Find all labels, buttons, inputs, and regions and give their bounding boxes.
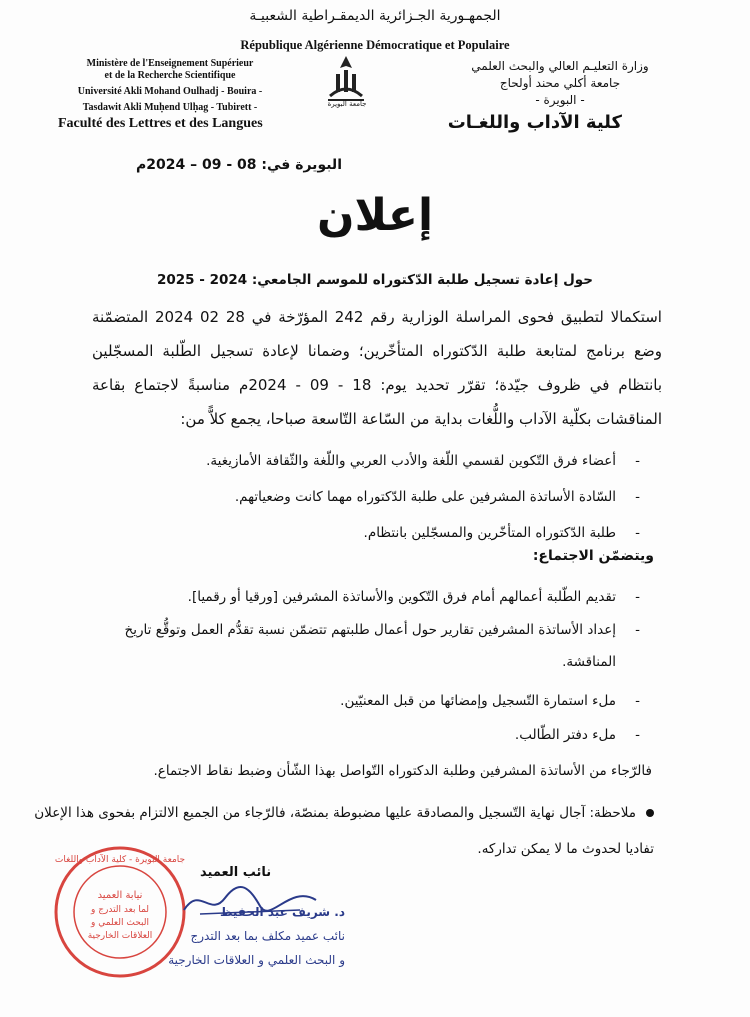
stamp-line-3: البحث العلمي و	[91, 918, 149, 928]
list-item: - ملء استمارة التّسجيل وإمضائها من قبل المعنيّين.	[80, 684, 640, 718]
closing-sentence: فالرّجاء من الأساتذة المشرفين وطلبة الدكتوراه التّواصل بهذا الشّأن وضبط نقاط الاجتماع.	[153, 763, 652, 779]
agenda-heading: ويتضمّن الاجتماع:	[532, 548, 654, 564]
document-subject: حول إعادة تسجيل طلبة الدّكتوراه للموسم الجامعي: 2024 - 2025	[157, 272, 593, 288]
stamp-line-4: العلاقات الخارجية	[87, 931, 153, 941]
faculty-ar: كلية الآداب واللغـات	[447, 112, 622, 133]
signatory-name: د. شريف عبد الحفيظ	[220, 905, 345, 919]
faculty-fr: Faculté des Lettres et des Langues	[58, 116, 263, 131]
header-fr-ministry-block	[40, 58, 300, 114]
fr-university-line-2: Tasdawit Akli Muḥend Ulḥag - Tubirett -	[82, 102, 258, 113]
list-item: - طلبة الدّكتوراه المتأخّرين والمسجّلين بانتظام.	[140, 515, 640, 551]
document-title: إعلان	[316, 190, 434, 241]
signatory-title-line-1: نائب عميد مكلف بما بعد التدرج	[190, 929, 345, 943]
fr-university-line-1: Université Akli Mohand Oulhadj - Bouira -	[77, 86, 263, 97]
list-item: - ملء دفتر الطّالب.	[80, 718, 640, 752]
header-ar-republic: الجمهـورية الجـزائرية الديمقـراطية الشعبيـة	[249, 8, 501, 24]
attendees-list	[140, 443, 640, 551]
signature-label: نائب العميد	[200, 865, 272, 880]
stamp-outer-text: جامعة البويرة - كلية الآداب واللغات	[54, 855, 186, 865]
ar-university-line: جامعة أكلي محند أولحاج	[499, 76, 621, 90]
fr-ministry-line-2: et de la Recherche Scientifique	[104, 70, 236, 81]
fr-ministry-line-1: Ministère de l'Enseignement Supérieur	[86, 58, 254, 69]
bullet-icon	[646, 809, 654, 817]
header-ar-ministry-block	[430, 58, 690, 109]
signatory-title-line-2: و البحث العلمي و العلاقات الخارجية	[168, 953, 345, 967]
list-item: - السّادة الأساتذة المشرفين على طلبة الدّكتوراه مهما كانت وضعياتهم.	[140, 479, 640, 515]
header-fr-republic: République Algérienne Démocratique et Populaire	[240, 38, 510, 52]
signature-block	[155, 900, 345, 972]
stamp-line-1: نيابة العميد	[97, 890, 143, 901]
list-item: - أعضاء فرق التّكوين لقسمي اللّغة والأدب العربي واللّغة والثّقافة الأمازيغية.	[140, 443, 640, 479]
ar-ministry-line: وزارة التعليـم العالي والبحث العلمي	[471, 59, 649, 73]
agenda-list	[80, 580, 640, 752]
document-date: البويرة في: 08 - 09 – 2024م	[136, 157, 342, 173]
stamp-line-2: لما بعد التدرج و	[90, 905, 150, 915]
list-item: - إعداد الأساتذة المشرفين تقارير حول أعمال طلبتهم تتضمّن نسبة تقدُّم العمل وتوقُّع تاريخ المناقشة.	[80, 614, 640, 678]
note-text: ملاحظة: آجال نهاية التّسجيل والمصادقة عليها مضبوطة بمنصّة، فالرّجاء من الجميع الالتزام بفحوى هذا الإعلان تفاديا لحدوث ما لا يمكن تداركه.	[34, 805, 654, 857]
list-item: - تقديم الطّلبة أعمالهم أمام فرق التّكوين والأساتذة المشرفين [ورقيا أو رقميا].	[80, 580, 640, 614]
intro-paragraph: استكمالا لتطبيق فحوى المراسلة الوزارية رقم 242 المؤرّخة في 28 02 2024 المتضمّنة وضع برنامج لمتابعة طلبة الدّكتوراه المتأخّرين؛ وضمانا لإعادة تسجيل الطّلبة المسجّلين بانتظام في ظروف جيّدة؛ تقرّر تحديد يوم: 18 - 09 - 2024م مناسبةً لاجتماع بقاعة المناقشات بكلّية الآداب واللُّغات بداية من السّاعة التّاسعة صباحا، يجمع كلاًّ من:	[92, 308, 663, 428]
ar-city-line: - البويرة -	[535, 93, 585, 107]
logo-caption: جامعة البويرة	[327, 100, 367, 108]
